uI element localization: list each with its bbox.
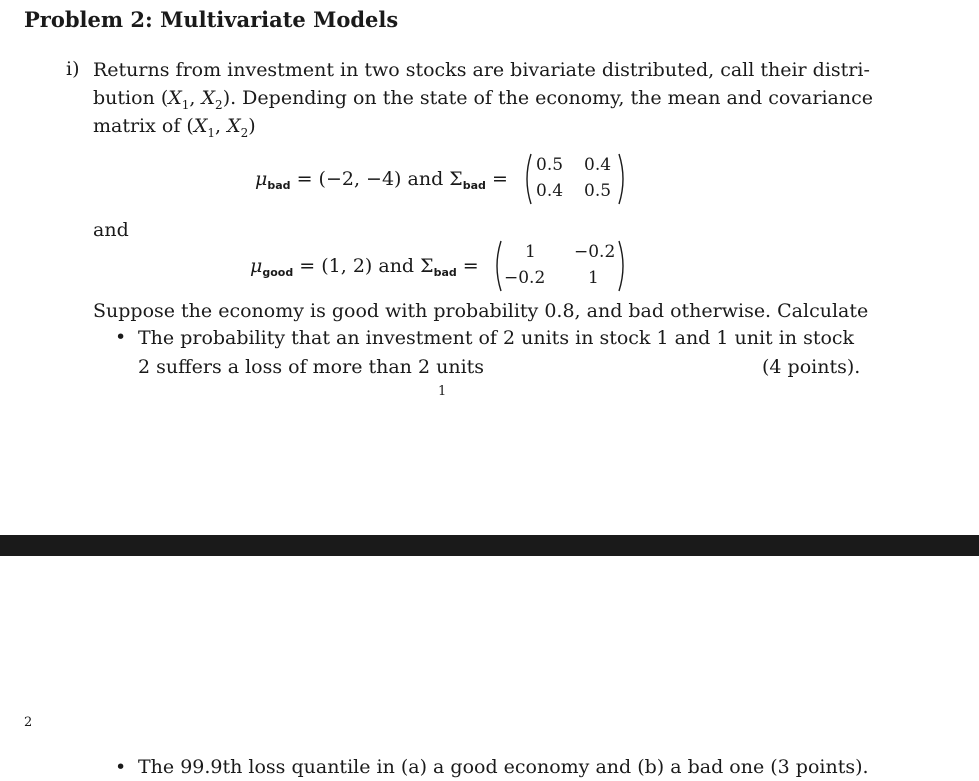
matrix-good-cell-21: −0.2 bbox=[504, 268, 546, 288]
bullet-1-marker: • bbox=[115, 326, 127, 348]
matrix-bad-cell-21: 0.4 bbox=[536, 181, 564, 201]
covariance-matrix-bad bbox=[522, 153, 630, 205]
bullet-2-text: The 99.9th loss quantile in (a) a good economy and (b) a bad one (3 points). bbox=[138, 756, 869, 778]
mean-bad: = (−2, −4) and bbox=[296, 168, 444, 190]
matrix-bad-cell-11: 0.5 bbox=[536, 155, 564, 175]
matrix-bad-cell-22: 0.5 bbox=[584, 181, 612, 201]
sigma-bad-subscript: bad bbox=[462, 179, 486, 192]
page-title: Problem 2: Multivariate Models bbox=[24, 7, 399, 32]
mu-symbol: μ bbox=[255, 168, 268, 190]
matrix-good-cell-11: 1 bbox=[525, 242, 536, 262]
matrix-bad-cell-12: 0.4 bbox=[584, 155, 612, 175]
mu-symbol: μ bbox=[250, 255, 263, 277]
equals-sign: = bbox=[491, 168, 508, 190]
mu-good-subscript: good bbox=[262, 266, 294, 279]
intro-line-3: matrix of ($X_1$, $X_2$) bbox=[93, 115, 256, 140]
left-paren bbox=[522, 153, 532, 205]
left-paren bbox=[492, 240, 502, 292]
intro-line-1: Returns from investment in two stocks are bivariate distributed, call their distri- bbox=[93, 59, 870, 81]
matrix-good-cell-12: −0.2 bbox=[574, 242, 616, 262]
equation-bad bbox=[255, 168, 508, 192]
covariance-matrix-good bbox=[492, 240, 630, 292]
sigma-symbol: Σ bbox=[449, 168, 463, 190]
mean-good: = (1, 2) and bbox=[299, 255, 415, 277]
equals-sign: = bbox=[462, 255, 479, 277]
item-label: i) bbox=[66, 58, 80, 80]
right-paren bbox=[618, 240, 628, 292]
page-number-2: 2 bbox=[24, 715, 33, 730]
page-number-1: 1 bbox=[438, 384, 447, 399]
sigma-bad-subscript: bad bbox=[433, 266, 457, 279]
bullet-1-line-1: The probability that an investment of 2 units in stock 1 and 1 unit in stock bbox=[138, 327, 855, 349]
connector-and: and bbox=[93, 219, 129, 241]
sigma-symbol: Σ bbox=[420, 255, 434, 277]
bullet-1-points: (4 points). bbox=[762, 356, 861, 378]
intro-line-2: bution ($X_1$, $X_2$). Depending on the state of the economy, the mean and covariance bbox=[93, 87, 873, 112]
mu-bad-subscript: bad bbox=[267, 179, 291, 192]
right-paren bbox=[618, 153, 628, 205]
bullet-2-marker: • bbox=[115, 756, 127, 778]
suppose-text: Suppose the economy is good with probability 0.8, and bad otherwise. Calculate bbox=[93, 300, 869, 322]
bullet-1-line-2: 2 suffers a loss of more than 2 units bbox=[138, 356, 485, 378]
page-divider bbox=[0, 535, 979, 556]
equation-good bbox=[250, 255, 479, 279]
matrix-good-cell-22: 1 bbox=[588, 268, 599, 288]
